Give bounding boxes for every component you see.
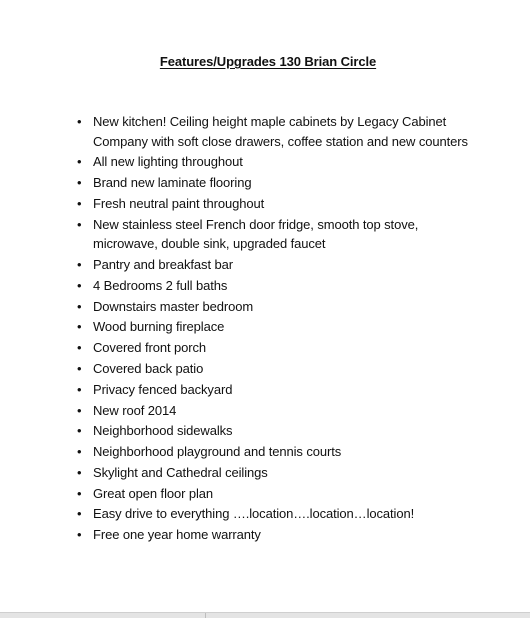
feature-text: Fresh neutral paint throughout	[93, 195, 265, 211]
scrollbar-divider	[205, 613, 206, 618]
list-item	[77, 338, 473, 358]
bullet-icon: •	[77, 257, 82, 273]
bottom-scrollbar[interactable]	[0, 612, 530, 618]
list-item	[77, 421, 473, 441]
list-item	[77, 463, 473, 483]
feature-text: 4 Bedrooms 2 full baths	[93, 277, 228, 293]
bullet-icon: •	[77, 216, 82, 232]
feature-text: Easy drive to everything ….location….location…location!	[93, 506, 415, 522]
document-title: Features/Upgrades 130 Brian Circle	[159, 54, 377, 69]
feature-text: Covered front porch	[93, 340, 206, 356]
bullet-icon: •	[77, 527, 82, 543]
bullet-icon: •	[77, 423, 82, 439]
list-item	[77, 442, 473, 462]
bullet-icon: •	[77, 277, 82, 293]
feature-text: New roof 2014	[93, 402, 177, 418]
feature-text: Privacy fenced backyard	[93, 381, 233, 397]
list-item	[77, 525, 473, 545]
feature-text: Downstairs master bedroom	[93, 298, 254, 314]
feature-text: Skylight and Cathedral ceilings	[93, 464, 268, 480]
feature-text: All new lighting throughout	[93, 154, 243, 170]
list-item	[77, 112, 473, 151]
bullet-icon: •	[77, 381, 82, 397]
list-item	[77, 173, 473, 193]
feature-text: Pantry and breakfast bar	[93, 257, 233, 273]
feature-text: Wood burning fireplace	[93, 319, 225, 335]
list-item	[77, 194, 473, 214]
bullet-icon: •	[77, 361, 82, 376]
list-item	[77, 215, 473, 254]
bullet-icon: •	[77, 485, 82, 501]
feature-text: New kitchen! Ceiling height maple cabinets by Legacy Cabinet Company with soft close drawers, coffee station and new counters	[93, 114, 468, 149]
feature-text: Covered back patio	[93, 361, 204, 376]
list-item	[77, 359, 473, 379]
list-item	[77, 276, 473, 296]
list-item	[77, 484, 473, 504]
list-item	[77, 504, 473, 524]
list-item	[77, 380, 473, 400]
feature-text: Free one year home warranty	[93, 527, 261, 543]
list-item	[77, 317, 473, 337]
feature-list	[77, 112, 473, 546]
feature-text: Neighborhood playground and tennis courts	[93, 444, 342, 460]
list-item	[77, 401, 473, 421]
feature-text: Great open floor plan	[93, 485, 214, 501]
feature-text: New stainless steel French door fridge, smooth top stove, microwave, double sink, upgraded faucet	[93, 216, 419, 252]
bullet-icon: •	[77, 154, 82, 170]
feature-text: Brand new laminate flooring	[93, 175, 252, 191]
bullet-icon: •	[77, 319, 82, 335]
bullet-icon: •	[77, 464, 82, 480]
bullet-icon: •	[77, 175, 82, 191]
bullet-icon: •	[77, 298, 82, 314]
list-item	[77, 297, 473, 317]
list-item	[77, 152, 473, 172]
feature-text: Neighborhood sidewalks	[93, 423, 233, 439]
bullet-icon: •	[77, 506, 82, 522]
list-item	[77, 255, 473, 275]
bullet-icon: •	[77, 195, 82, 211]
bullet-icon: •	[77, 114, 82, 129]
bullet-icon: •	[77, 402, 82, 418]
bullet-icon: •	[77, 444, 82, 460]
bullet-icon: •	[77, 340, 82, 356]
